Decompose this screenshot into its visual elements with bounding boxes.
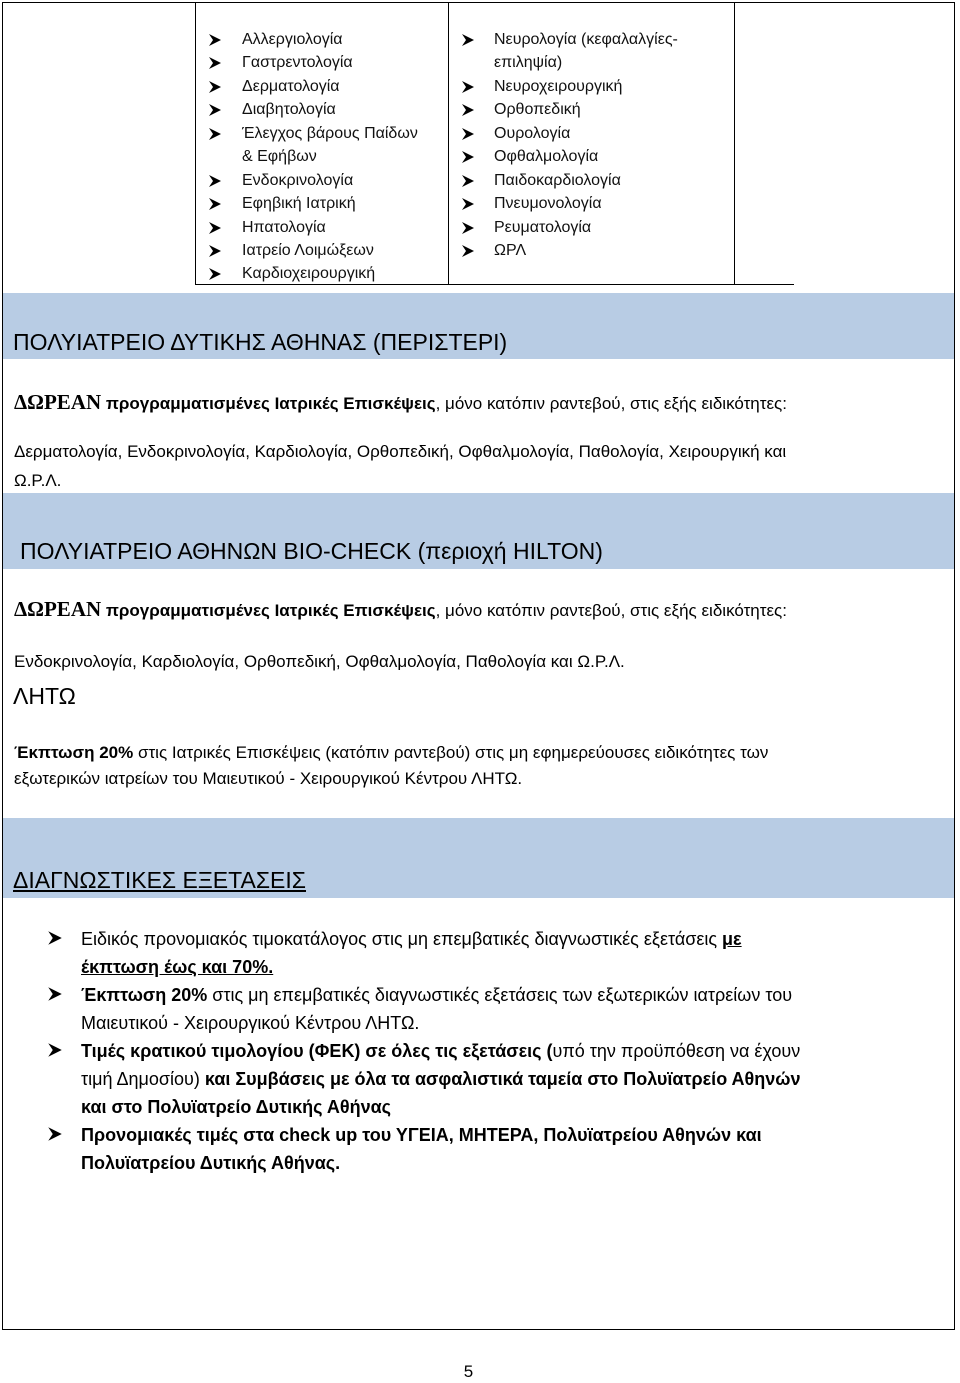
arrow-bullet-icon xyxy=(207,220,223,236)
item-bold: και Συμβάσεις με όλα τα ασφαλιστικά ταμεία στο Πολυϊατρείο Αθηνών xyxy=(204,1069,801,1089)
arrow-bullet-icon xyxy=(46,929,64,947)
specialty-label: Ιατρείο Λοιμώξεων xyxy=(242,242,374,259)
specialty-label: Νευρολογία (κεφαλαλγίες- xyxy=(494,31,678,48)
lito-line1-rest: στις Ιατρικές Επισκέψεις (κατόπιν ραντεβού) στις μη εφημερεύουσες ειδικότητες των xyxy=(133,743,769,762)
arrow-bullet-icon xyxy=(207,102,223,118)
arrow-bullet-icon xyxy=(207,55,223,71)
arrow-bullet-icon xyxy=(460,220,476,236)
arrow-bullet-icon xyxy=(207,196,223,212)
item-text: στις μη επεμβατικές διαγνωστικές εξετάσεις των εξωτερικών ιατρείων του xyxy=(207,985,793,1005)
specialty-label: Γαστρεντολογία xyxy=(242,54,353,71)
specialty-label: Ρευματολογία xyxy=(494,219,592,236)
item-text: Μαιευτικού - Χειρουργικού Κέντρου ΛΗΤΩ. xyxy=(81,1013,420,1033)
specialty-label: Καρδιοχειρουργική xyxy=(242,265,376,282)
specialty-label: Διαβητολογία xyxy=(242,101,336,118)
peristeri-intro xyxy=(14,391,787,415)
item-bold: Τιμές κρατικού τιμολογίου (ΦΕΚ) σε όλες τις εξετάσεις ( xyxy=(81,1041,553,1061)
peristeri-specialties-line1: Δερματολογία, Ενδοκρινολογία, Καρδιολογία, Ορθοπεδική, Οφθαλμολογία, Παθολογία, Χειρουργική και xyxy=(14,442,787,461)
specialty-continuation: & Εφήβων xyxy=(242,148,317,165)
free-label: ΔΩΡΕΑΝ xyxy=(14,597,102,621)
arrow-bullet-icon xyxy=(207,126,223,142)
free-label: ΔΩΡΕΑΝ xyxy=(14,390,102,414)
arrow-bullet-icon xyxy=(460,32,476,48)
specialty-label: Οφθαλμολογία xyxy=(494,148,599,165)
arrow-bullet-icon xyxy=(460,126,476,142)
specialty-label: Ηπατολογία xyxy=(242,219,326,236)
lito-line1 xyxy=(14,742,768,764)
specialty-continuation: επιληψία) xyxy=(494,54,563,71)
item-text: υπό την προϋπόθεση να έχουν xyxy=(552,1041,801,1061)
arrow-bullet-icon xyxy=(460,173,476,189)
specialty-label: Εφηβική Ιατρική xyxy=(242,195,356,212)
arrow-bullet-icon xyxy=(460,79,476,95)
biocheck-intro xyxy=(14,598,787,622)
intro-bold: προγραμματισμένες Ιατρικές Επισκέψεις xyxy=(105,394,436,413)
intro-rest: , μόνο κατόπιν ραντεβού, στις εξής ειδικότητες: xyxy=(435,601,787,620)
specialties-table xyxy=(195,2,792,285)
section-title-diagnostics: ΔΙΑΓΝΩΣΤΙΚΕΣ ΕΞΕΤΑΣΕΙΣ xyxy=(13,867,306,893)
arrow-bullet-icon xyxy=(207,173,223,189)
arrow-bullet-icon xyxy=(46,1041,64,1059)
item-bold: με xyxy=(722,929,742,949)
arrow-bullet-icon xyxy=(460,196,476,212)
arrow-bullet-icon xyxy=(460,149,476,165)
specialty-label: Πνευμονολογία xyxy=(494,195,602,212)
peristeri-specialties-line2: Ω.Ρ.Λ. xyxy=(14,471,62,490)
specialty-label: Ουρολογία xyxy=(494,125,571,142)
specialty-label: ΩΡΛ xyxy=(494,242,527,259)
section-title-peristeri: ΠΟΛΥΙΑΤΡΕΙΟ ΔΥΤΙΚΗΣ ΑΘΗΝΑΣ (ΠΕΡΙΣΤΕΡΙ) xyxy=(13,329,508,355)
item-bold: Έκπτωση 20% xyxy=(81,985,208,1005)
arrow-bullet-icon xyxy=(207,266,223,282)
specialty-label: Ορθοπεδική xyxy=(494,101,581,118)
lito-discount: Έκπτωση 20% xyxy=(14,743,134,762)
lito-line2: εξωτερικών ιατρείων του Μαιευτικού - Χειρουργικού Κέντρου ΛΗΤΩ. xyxy=(14,769,523,788)
section-title-biocheck: ΠΟΛΥΙΑΤΡΕΙΟ ΑΘΗΝΩΝ BIO-CHECK (περιοχή HILTON) xyxy=(20,538,603,564)
arrow-bullet-icon xyxy=(46,1125,64,1143)
item-bold: έκπτωση έως και 70%. xyxy=(81,957,274,977)
page-number: 5 xyxy=(463,1362,474,1381)
specialty-label: Αλλεργιολογία xyxy=(242,31,343,48)
specialty-label: Ενδοκρινολογία xyxy=(242,172,354,189)
item-text: Ειδικός προνομιακός τιμοκατάλογος στις μη επεμβατικές διαγνωστικές εξετάσεις xyxy=(81,929,723,949)
item-bold: και στο Πολυϊατρείο Δυτικής Αθήνας xyxy=(81,1097,391,1117)
section-title-lito: ΛΗΤΩ xyxy=(13,683,76,709)
arrow-bullet-icon xyxy=(207,79,223,95)
specialties-column-3 xyxy=(734,2,794,285)
specialty-label: Παιδοκαρδιολογία xyxy=(494,172,621,189)
item-bold: Προνομιακές τιμές στα check up του ΥΓΕΙΑ, ΜΗΤΕΡΑ, Πολυϊατρείου Αθηνών και xyxy=(81,1125,762,1145)
arrow-bullet-icon xyxy=(460,243,476,259)
biocheck-specialties: Ενδοκρινολογία, Καρδιολογία, Ορθοπεδική, Οφθαλμολογία, Παθολογία και Ω.Ρ.Λ. xyxy=(14,652,625,671)
arrow-bullet-icon xyxy=(460,102,476,118)
specialty-label: Νευροχειρουργική xyxy=(494,78,623,95)
specialty-label: Έλεγχος βάρους Παίδων xyxy=(242,125,418,142)
arrow-bullet-icon xyxy=(207,32,223,48)
item-text: τιμή Δημοσίου) xyxy=(81,1069,205,1089)
intro-rest: , μόνο κατόπιν ραντεβού, στις εξής ειδικότητες: xyxy=(435,394,787,413)
intro-bold: προγραμματισμένες Ιατρικές Επισκέψεις xyxy=(105,601,436,620)
arrow-bullet-icon xyxy=(46,985,64,1003)
arrow-bullet-icon xyxy=(207,243,223,259)
specialty-label: Δερματολογία xyxy=(242,78,340,95)
item-bold: Πολυϊατρείου Δυτικής Αθήνας. xyxy=(81,1153,341,1173)
